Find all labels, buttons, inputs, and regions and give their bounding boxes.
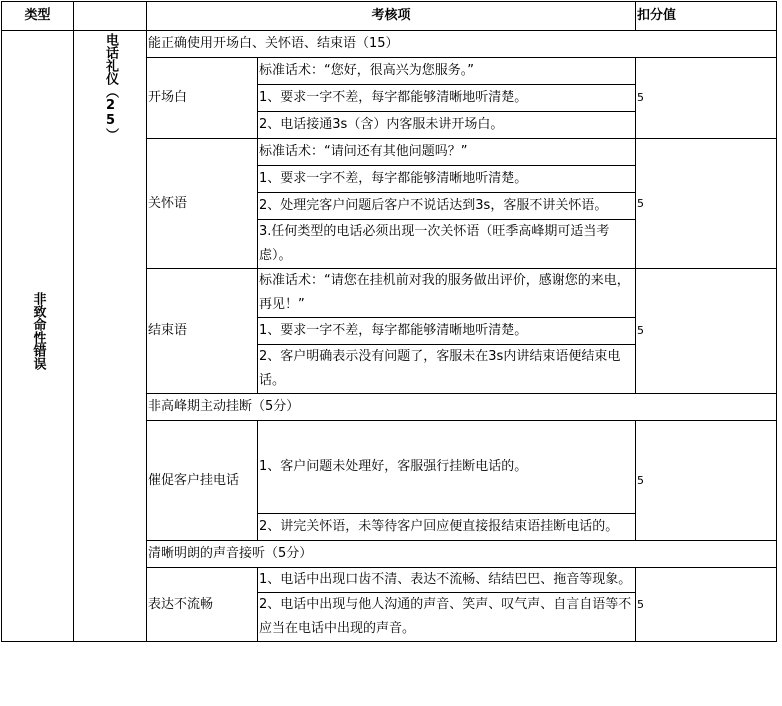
header-type: 类型	[2, 2, 74, 31]
fluency-score: 5	[636, 568, 777, 642]
header-score: 扣分值	[636, 2, 777, 31]
care-item-3: 3.任何类型的电话必须出现一次关怀语（旺季高峰期可适当考虑）。	[258, 220, 636, 269]
subcategory-label: 电话礼仪（25）	[103, 33, 118, 141]
category-label: 非致命性错误	[30, 292, 46, 370]
hangup-item-0: 1、客户问题未处理好，客服强行挂断电话的。	[258, 421, 636, 514]
care-score: 5	[636, 139, 777, 269]
opening-name: 开场白	[147, 58, 258, 139]
care-item-2: 2、处理完客户问题后客户不说话达到3s，客服不讲关怀语。	[258, 193, 636, 220]
hangup-name: 催促客户挂电话	[147, 421, 258, 541]
fluency-item-0: 1、电话中出现口齿不清、表达不流畅、结结巴巴、拖音等现象。	[258, 568, 636, 593]
opening-item-1: 1、要求一字不差，每字都能够清晰地听清楚。	[258, 85, 636, 112]
group-row-1	[2, 31, 777, 58]
opening-item-2: 2、电话接通3s（含）内客服未讲开场白。	[258, 112, 636, 139]
closing-item-1: 1、要求一字不差，每字都能够清晰地听清楚。	[258, 318, 636, 345]
fluency-item-1: 2、电话中出现与他人沟通的声音、笑声、叹气声、自言自语等不应当在电话中出现的声音。	[258, 593, 636, 642]
closing-score: 5	[636, 269, 777, 394]
closing-name: 结束语	[147, 269, 258, 394]
opening-score: 5	[636, 58, 777, 139]
opening-item-0: 标准话术：“您好，很高兴为您服务。”	[258, 58, 636, 85]
care-item-1: 1、要求一字不差，每字都能够清晰地听清楚。	[258, 166, 636, 193]
closing-item-2: 2、客户明确表示没有问题了，客服未在3s内讲结束语便结束电话。	[258, 345, 636, 394]
subcategory-cell	[74, 31, 147, 642]
header-row	[2, 2, 777, 31]
header-blank	[74, 2, 147, 31]
category-cell	[2, 31, 74, 642]
group-label-2: 非高峰期主动挂断（5分）	[147, 394, 777, 421]
assessment-table	[1, 1, 777, 642]
group-label-1: 能正确使用开场白、关怀语、结束语（15）	[147, 31, 777, 58]
closing-item-0: 标准话术：“请您在挂机前对我的服务做出评价，感谢您的来电，再见！”	[258, 269, 636, 318]
hangup-item-1: 2、讲完关怀语，未等待客户回应便直接报结束语挂断电话的。	[258, 514, 636, 541]
hangup-score: 5	[636, 421, 777, 541]
header-item: 考核项	[147, 2, 636, 31]
care-item-0: 标准话术：“请问还有其他问题吗？”	[258, 139, 636, 166]
care-name: 关怀语	[147, 139, 258, 269]
group-label-3: 清晰明朗的声音接听（5分）	[147, 541, 777, 568]
fluency-name: 表达不流畅	[147, 568, 258, 642]
